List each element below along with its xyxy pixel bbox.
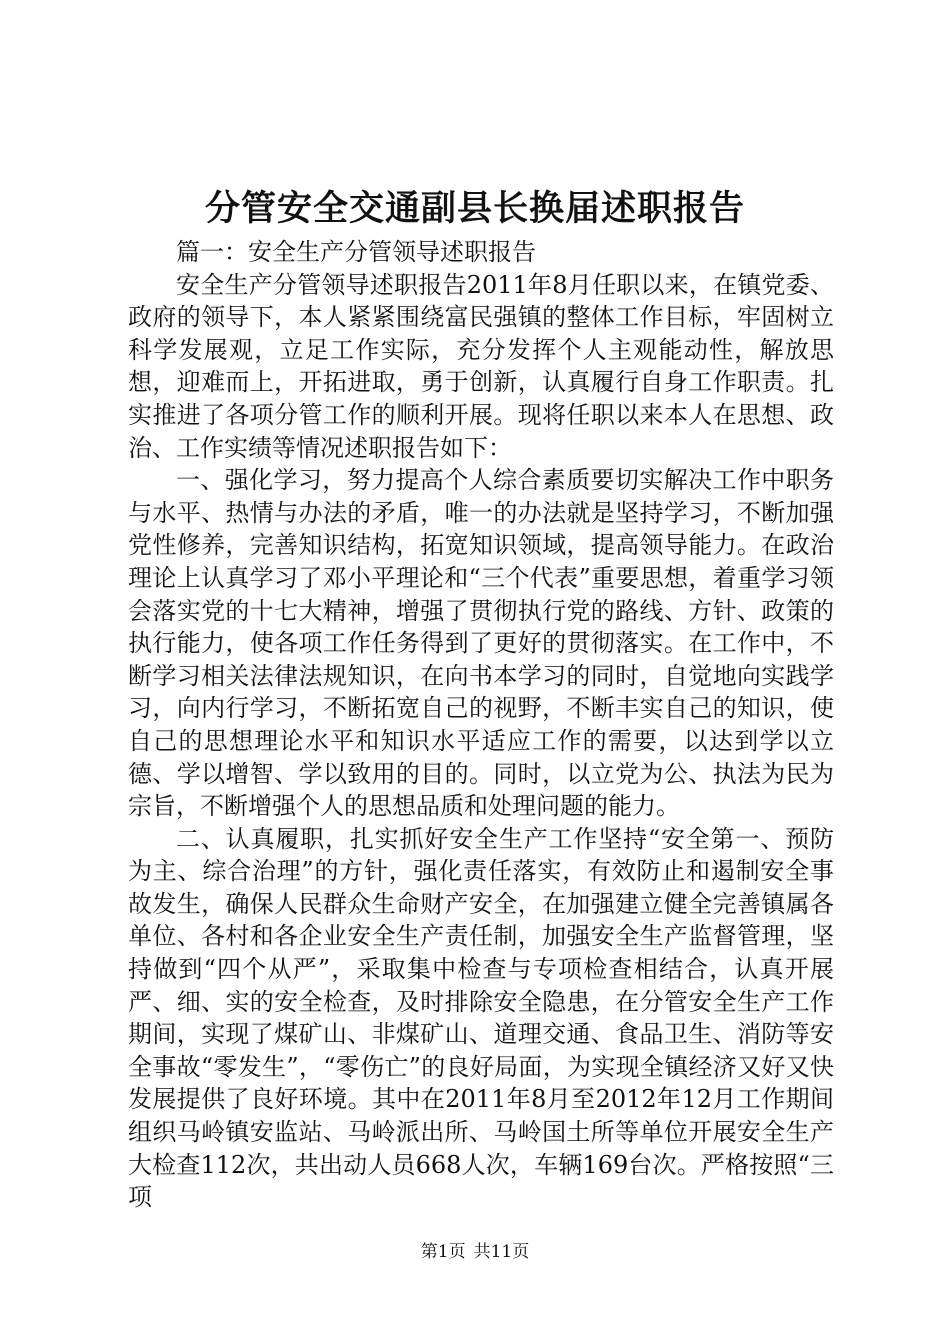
body-paragraph: 安全生产分管领导述职报告2011年8月任职以来，在镇党委、政府的领导下，本人紧紧围绕富民强镇的整体工作目标，牢固树立科学发展观，立足工作实际，充分发挥个人主观能动性，解放思想，迎难而上，开拓进取，勇于创新，认真履行自身工作职责。扎实推进了各项分管工作的顺利开展。现将任职以来本人在思想、政治、工作实绩等情况述职报告如下： — [128, 270, 834, 462]
section-heading: 篇一：安全生产分管领导述职报告 — [176, 238, 536, 266]
document-body — [128, 236, 834, 1214]
page-number: 第1页 — [420, 1242, 466, 1262]
body-paragraph: 一、强化学习，努力提高个人综合素质要切实解决工作中职务与水平、热情与办法的矛盾，唯一的办法就是坚持学习，不断加强党性修养，完善知识结构，拓宽知识领域，提高领导能力。在政治理论上认真学习了邓小平理论和“三个代表”重要思想，着重学习领会落实党的十七大精神，增强了贯彻执行党的路线、方针、政策的执行能力，使各项工作任务得到了更好的贯彻落实。在工作中，不断学习相关法律法规知识，在向书本学习的同时，自觉地向实践学习，向内行学习，不断拓宽自己的视野，不断丰实自己的知识，使自己的思想理论水平和知识水平适应工作的需要，以达到学以立德、学以增智、学以致用的目的。同时，以立党为公、执法为民为宗旨，不断增强个人的思想品质和处理问题的能力。 — [128, 466, 834, 821]
body-paragraph: 二、认真履职，扎实抓好安全生产工作坚持“安全第一、预防为主、综合治理”的方针，强化责任落实，有效防止和遏制安全事故发生，确保人民群众生命财产安全，在加强建立健全完善镇属各单位、各村和各企业安全生产责任制，加强安全生产监督管理，坚持做到“四个从严”，采取集中检查与专项检查相结合，认真开展严、细、实的安全检查，及时排除安全隐患，在分管安全生产工作期间，实现了煤矿山、非煤矿山、道理交通、食品卫生、消防等安全事故“零发生”，“零伤亡”的良好局面，为实现全镇经济又好又快发展提供了良好环境。其中在2011年8月至2012年12月工作期间组织马岭镇安监站、马岭派出所、马岭国土所等单位开展安全生产大检查112次，共出动人员668人次，车辆169台次。严格按照“三项 — [128, 824, 834, 1212]
page-total: 共11页 — [473, 1242, 530, 1262]
page-footer — [0, 1240, 950, 1264]
document-title: 分管安全交通副县长换届述职报告 — [204, 188, 745, 229]
